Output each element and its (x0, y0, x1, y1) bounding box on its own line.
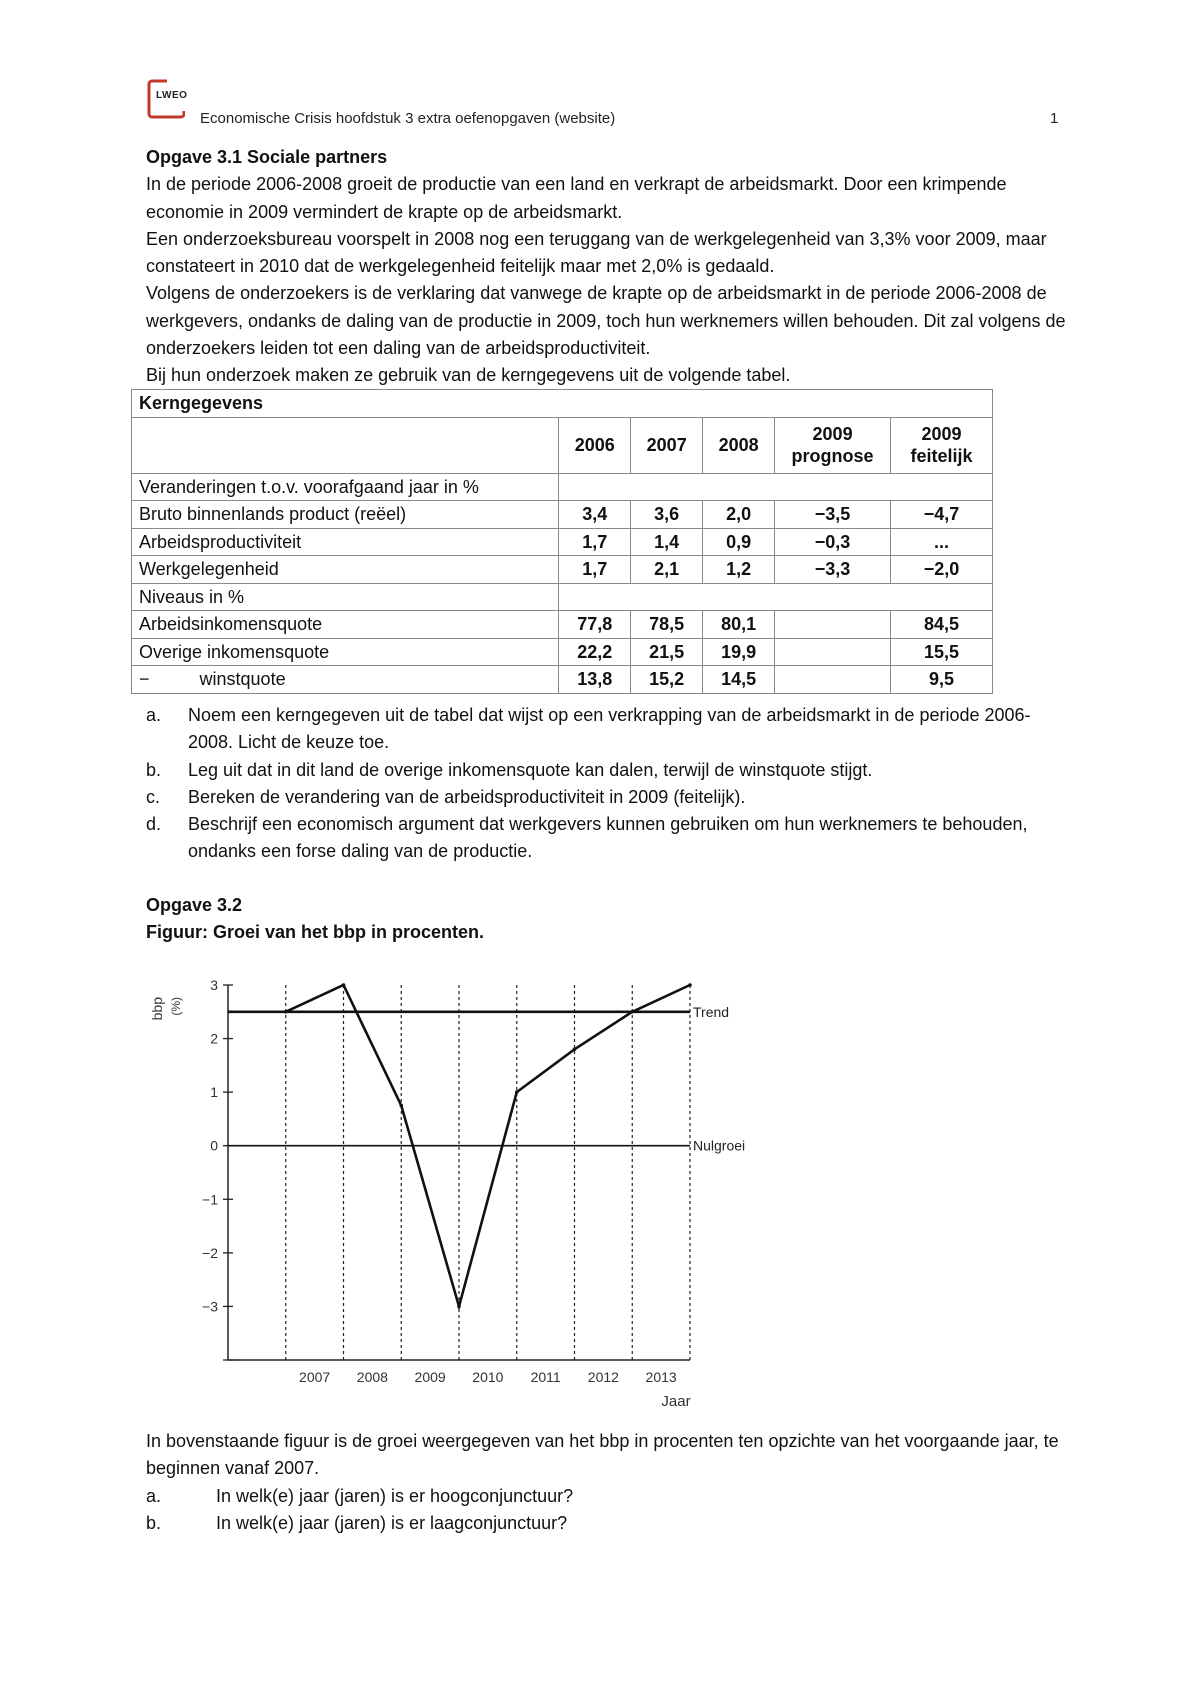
column-header: 2007 (631, 417, 703, 473)
table-cell: 14,5 (703, 666, 775, 694)
table-cell: −2,0 (891, 556, 993, 584)
opgave-3-2-heading (146, 892, 1066, 947)
table-cell: −0,3 (775, 528, 891, 556)
section-label: Veranderingen t.o.v. voorafgaand jaar in % (132, 473, 559, 501)
chart-x-tick-label: 2011 (530, 1369, 561, 1385)
table-cell: 78,5 (631, 611, 703, 639)
table-row (132, 501, 993, 529)
section-row (132, 473, 993, 501)
table-header-row (132, 417, 993, 473)
chart-x-tick-label: 2009 (414, 1369, 446, 1385)
page-number: 1 (1050, 110, 1059, 127)
table-cell: ... (891, 528, 993, 556)
header-title: Economische Crisis hoofdstuk 3 extra oefenopgaven (website) (200, 110, 616, 127)
column-header-year: 2009 (921, 424, 962, 444)
figure-title: Figuur: Groei van het bbp in procenten. (146, 922, 485, 943)
column-header-feitelijk (891, 417, 993, 473)
paragraph: Een onderzoeksbureau voorspelt in 2008 nog een teruggang van de werkgelegenheid van 3,3% voor 2009, maar constateert in 2010 dat de werkgelegenheid feitelijk maar met 2,0% is gedaald. (146, 228, 1047, 277)
paragraph: Volgens de onderzoekers is de verklaring dat vanwege de krapte op de arbeidsmarkt in de periode 2006-2008 de werkgevers, ondanks de daling van de productie in 2009, toch hun werknemers willen behouden. Dit zal volgens de onderzoekers leiden tot een daling van de arbeidsproductiviteit. (146, 283, 1066, 359)
column-header-year: 2009 (812, 424, 853, 444)
table-cell: −3,5 (775, 501, 891, 529)
chart-vertical-gridlines (286, 985, 690, 1360)
table-row (132, 556, 993, 584)
chart-y-label: bbp (149, 997, 165, 1021)
chart-reference-label: Trend (693, 1003, 730, 1020)
question-text: Bereken de verandering van de arbeidsproductiviteit in 2009 (feitelijk). (188, 786, 746, 807)
row-label: Werkgelegenheid (132, 556, 559, 584)
table-cell: 1,2 (703, 556, 775, 584)
column-header-prognose (775, 417, 891, 473)
question-letter: c. (146, 786, 161, 807)
question-letter: d. (146, 814, 162, 835)
chart-data-point (630, 1010, 634, 1014)
table-cell (775, 638, 891, 666)
question-text: In welk(e) jaar (jaren) is er hoogconjunctuur? (216, 1486, 574, 1506)
table-cell: 15,2 (631, 666, 703, 694)
table-cell: 2,0 (703, 501, 775, 529)
chart-data-point (342, 983, 346, 987)
table-cell: 3,6 (631, 501, 703, 529)
question-letter: b. (146, 759, 162, 780)
question-text: Leg uit dat in dit land de overige inkomensquote kan dalen, terwijl de winstquote stijgt. (188, 759, 873, 780)
chart-data-point (573, 1047, 577, 1051)
question-item (146, 1510, 1066, 1537)
chart-data-point (284, 1010, 288, 1014)
chart-x-tick-label: 2010 (472, 1369, 504, 1385)
chart-y-tick-label: −2 (202, 1244, 218, 1261)
chart-y-tick-label: 3 (210, 977, 218, 993)
row-label: Overige inkomensquote (132, 638, 559, 666)
opgave-3-1-title: Opgave 3.1 Sociale partners (146, 147, 388, 167)
question-letter: a. (146, 705, 162, 725)
paragraph: Bij hun onderzoek maken ze gebruik van de kerngegevens uit de volgende tabel. (146, 365, 791, 386)
table-row (132, 638, 993, 666)
kerngegevens-table (131, 389, 993, 694)
chart-x-tick-label: 2008 (356, 1369, 388, 1385)
row-label: Arbeidsinkomensquote (132, 611, 559, 639)
table-row (132, 666, 993, 694)
chart-data-point (515, 1090, 519, 1094)
chart-reference-label: Nulgroei (693, 1137, 746, 1154)
table-cell: 9,5 (891, 666, 993, 694)
chart-x-tick-label: 2013 (645, 1369, 677, 1385)
table-cell: −3,3 (775, 556, 891, 584)
column-header-sub: feitelijk (910, 446, 973, 466)
chart-x-label: Jaar (661, 1393, 691, 1410)
table-cell: 13,8 (559, 666, 631, 694)
section-empty-cell (559, 473, 993, 501)
chart-x-tick-label: 2012 (587, 1369, 619, 1385)
chart-y-label-unit: (%) (169, 997, 183, 1016)
chart-data-point (688, 983, 692, 987)
column-header: 2006 (559, 417, 631, 473)
paragraph: In de periode 2006-2008 groeit de productie van een land en verkrapt de arbeidsmarkt. Door een krimpende economie in 2009 vermindert de krapte op de arbeidsmarkt. (146, 174, 1007, 222)
header-empty-cell (132, 417, 559, 473)
question-text: In welk(e) jaar (jaren) is er laagconjunctuur? (216, 1513, 568, 1534)
chart-axes (223, 985, 690, 1360)
chart-y-tick-label: 0 (210, 1137, 218, 1154)
opgave-3-1-questions (146, 702, 1066, 866)
opgave-3-1-text (146, 144, 1066, 390)
table-cell: 19,9 (703, 638, 775, 666)
question-item (146, 811, 1066, 866)
question-item (146, 784, 1066, 811)
question-text: Beschrijf een economisch argument dat werkgevers kunnen gebruiken om hun werknemers te behouden, ondanks een forse daling van de productie. (188, 814, 1028, 862)
section-label: Niveaus in % (132, 583, 559, 611)
table-cell: −4,7 (891, 501, 993, 529)
chart-data-point (457, 1305, 461, 1309)
opgave-3-2-text (146, 1428, 1066, 1483)
logo-text: LWEO (156, 90, 188, 101)
question-item (146, 702, 1066, 757)
row-label: Arbeidsproductiviteit (132, 528, 559, 556)
chart-y-tick-label: −1 (202, 1191, 218, 1208)
question-item (146, 757, 1066, 784)
table-row (132, 528, 993, 556)
section-row (132, 583, 993, 611)
table-cell: 22,2 (559, 638, 631, 666)
table-cell: 1,7 (559, 528, 631, 556)
table-cell: 1,7 (559, 556, 631, 584)
column-header-sub: prognose (791, 446, 874, 466)
chart-y-tick-label: 1 (210, 1084, 218, 1101)
table-cell: 84,5 (891, 611, 993, 639)
table-cell: 21,5 (631, 638, 703, 666)
table-cell (775, 666, 891, 694)
question-letter: a. (146, 1486, 162, 1506)
table-cell: 15,5 (891, 638, 993, 666)
chart-data-point (399, 1104, 403, 1108)
chart-y-tick-label: 2 (210, 1030, 218, 1047)
table-cell: 80,1 (703, 611, 775, 639)
table-cell: 1,4 (631, 528, 703, 556)
row-label: Bruto binnenlands product (reëel) (132, 501, 559, 529)
opgave-3-2-title: Opgave 3.2 (146, 895, 243, 915)
question-letter: b. (146, 1513, 162, 1534)
bbp-growth-chart (140, 955, 780, 1425)
table-cell: 0,9 (703, 528, 775, 556)
chart-y-tick-label: −3 (202, 1298, 218, 1315)
table-cell: 77,8 (559, 611, 631, 639)
section-empty-cell (559, 583, 993, 611)
table-cell: 2,1 (631, 556, 703, 584)
chart-labels (149, 977, 745, 1410)
paragraph: In bovenstaande figuur is de groei weergegeven van het bbp in procenten ten opzichte van het voorgaande jaar, te beginnen vanaf 2007. (146, 1431, 1059, 1479)
table-title: Kerngegevens (132, 390, 993, 418)
column-header: 2008 (703, 417, 775, 473)
table-cell (775, 611, 891, 639)
table-cell: 3,4 (559, 501, 631, 529)
table-row (132, 611, 993, 639)
chart-x-tick-label: 2007 (299, 1369, 331, 1385)
question-item (146, 1483, 1066, 1510)
opgave-3-2-questions (146, 1483, 1066, 1538)
row-label: − winstquote (132, 666, 559, 694)
question-text: Noem een kerngegeven uit de tabel dat wijst op een verkrapping van de arbeidsmarkt in de periode 2006-2008. Licht de keuze toe. (188, 705, 1031, 753)
table-title-row (132, 390, 993, 418)
